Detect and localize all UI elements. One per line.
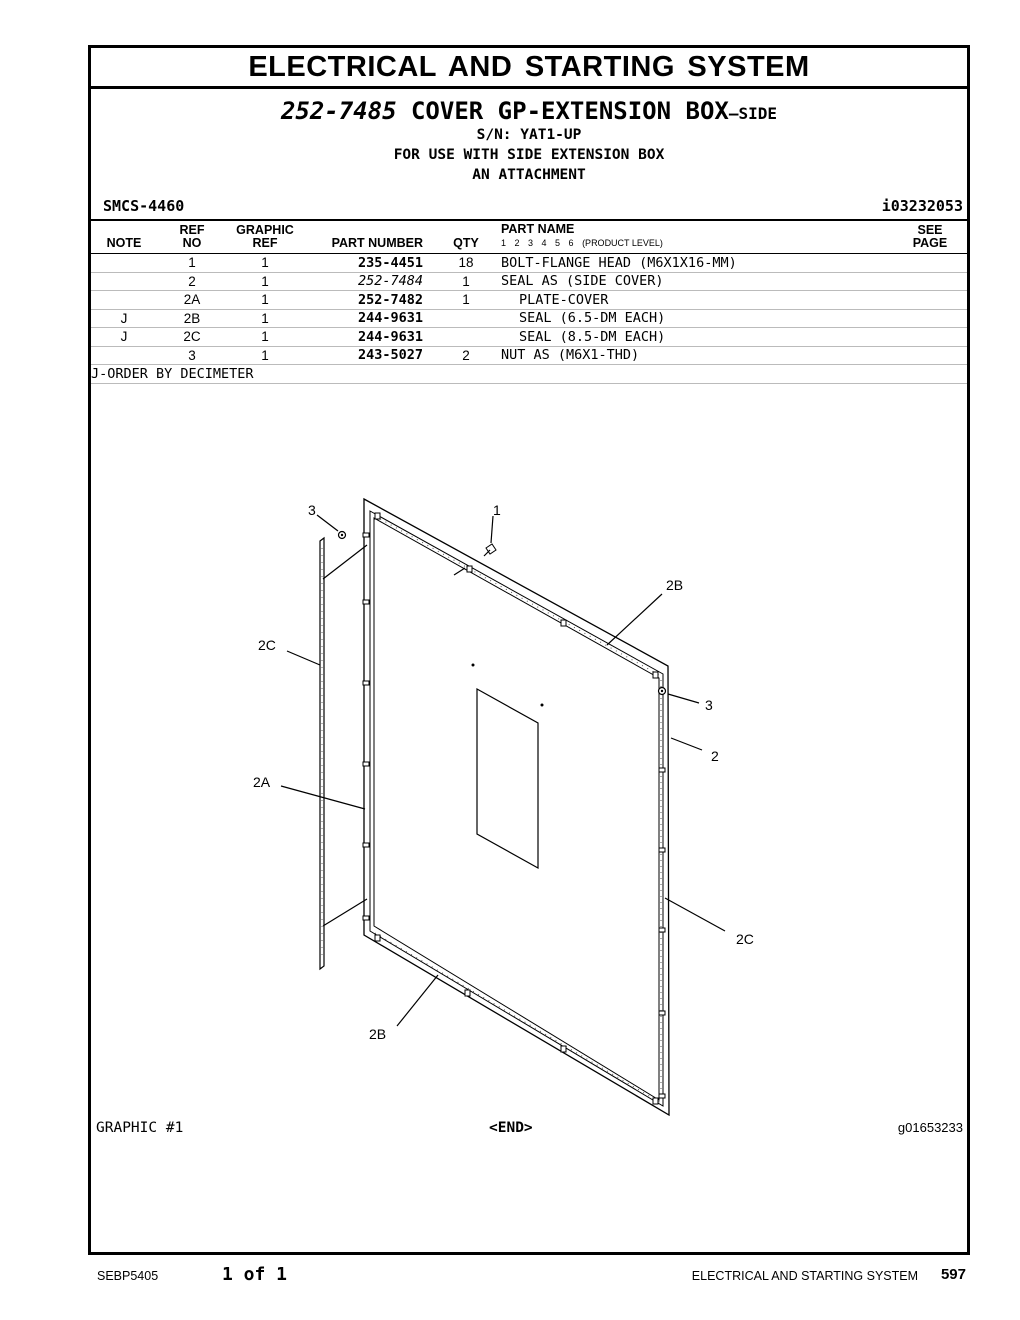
exploded-view-graphic — [91, 48, 967, 1252]
row-ref-no: 3 — [157, 346, 227, 365]
row-ref-no: 2A — [157, 291, 227, 310]
bolt-top — [484, 544, 496, 556]
section-title: ELECTRICAL AND STARTING SYSTEM — [91, 48, 967, 89]
callout-2c-right: 2C — [736, 931, 754, 947]
row-part-name: NUT AS (M6X1-THD) — [495, 346, 893, 365]
page-footer — [0, 1264, 1020, 1288]
row-part-number: 252-7482 — [303, 291, 437, 310]
end-marker: <END> — [489, 1120, 533, 1136]
smcs-code: SMCS-4460 — [103, 197, 185, 215]
callout-3-right: 3 — [705, 697, 713, 713]
row-qty: 18 — [437, 254, 495, 273]
row-graphic-ref: 1 — [227, 328, 303, 347]
col-part-number: PART NUMBER — [303, 220, 437, 254]
row-qty: 1 — [437, 272, 495, 291]
row-note: J — [91, 309, 157, 328]
callout-1: 1 — [493, 502, 501, 518]
callout-2c-left: 2C — [258, 637, 276, 653]
row-note: J — [91, 328, 157, 347]
footnote: J-ORDER BY DECIMETER — [91, 365, 967, 384]
graphic-label: GRAPHIC #1 — [96, 1120, 184, 1136]
row-ref-no: 2 — [157, 272, 227, 291]
row-ref-no: 1 — [157, 254, 227, 273]
nut-top-left — [339, 532, 346, 539]
row-part-number: 243-5027 — [303, 346, 437, 365]
col-see-page: SEE PAGE — [893, 220, 967, 254]
group-name: COVER GP-EXTENSION BOX — [410, 97, 729, 125]
cover-plate — [363, 499, 669, 1115]
page-of: 1 of 1 — [222, 1264, 288, 1285]
col-ref-no: REF NO — [157, 220, 227, 254]
seal-strip-left — [320, 538, 324, 969]
footer-section: ELECTRICAL AND STARTING SYSTEM — [691, 1269, 918, 1283]
row-part-number: 244-9631 — [303, 309, 437, 328]
col-part-name: PART NAME 1 2 3 4 5 6 (PRODUCT LEVEL) — [495, 220, 893, 254]
row-part-name: SEAL (6.5-DM EACH) — [495, 309, 893, 328]
row-graphic-ref: 1 — [227, 272, 303, 291]
callout-2: 2 — [711, 748, 719, 764]
row-graphic-ref: 1 — [227, 291, 303, 310]
callout-2b-top: 2B — [666, 577, 684, 593]
row-part-number: 252-7484 — [303, 272, 437, 291]
callout-2b-bottom: 2B — [369, 1026, 387, 1042]
nut-right — [659, 688, 666, 695]
row-ref-no: 2C — [157, 328, 227, 347]
row-graphic-ref: 1 — [227, 309, 303, 328]
col-note: NOTE — [91, 220, 157, 254]
row-part-name: SEAL (8.5-DM EACH) — [495, 328, 893, 347]
row-qty: 1 — [437, 291, 495, 310]
serial-line: S/N: YAT1-UP — [476, 127, 582, 143]
callout-2a: 2A — [253, 774, 271, 790]
row-ref-no: 2B — [157, 309, 227, 328]
info-id: i03232053 — [881, 197, 963, 215]
group-part-number: 252-7485 — [280, 97, 397, 125]
col-graphic-ref: GRAPHIC REF — [227, 220, 303, 254]
row-qty: 2 — [437, 346, 495, 365]
callout-3-top: 3 — [308, 502, 316, 518]
row-part-name: PLATE-COVER — [495, 291, 893, 310]
page-number: 597 — [940, 1266, 966, 1283]
row-part-name: BOLT-FLANGE HEAD (M6X1X16-MM) — [495, 254, 893, 273]
attachment-line: AN ATTACHMENT — [472, 167, 586, 183]
usage-line: FOR USE WITH SIDE EXTENSION BOX — [393, 147, 665, 163]
row-part-number: 235-4451 — [303, 254, 437, 273]
group-suffix: —SIDE — [728, 104, 778, 123]
row-graphic-ref: 1 — [227, 254, 303, 273]
parts-page-frame — [88, 45, 970, 1255]
graphic-id: g01653233 — [897, 1120, 963, 1135]
row-part-name: SEAL AS (SIDE COVER) — [495, 272, 893, 291]
row-part-number: 244-9631 — [303, 328, 437, 347]
row-graphic-ref: 1 — [227, 346, 303, 365]
col-qty: QTY — [437, 220, 495, 254]
graphic-footer — [91, 1120, 967, 1140]
doc-number: SEBP5405 — [97, 1269, 159, 1283]
